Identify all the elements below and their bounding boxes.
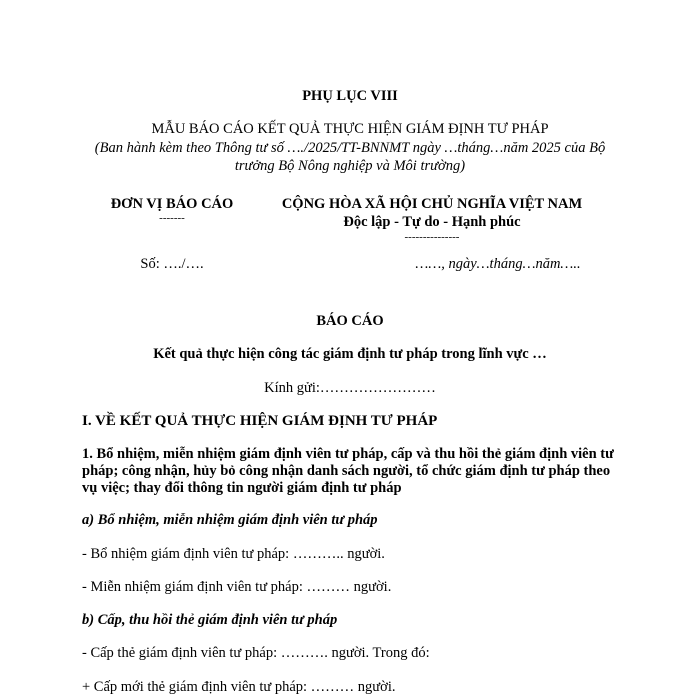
report-title: BÁO CÁO <box>316 313 384 329</box>
section1-heading: I. VỀ KẾT QUẢ THỰC HIỆN GIÁM ĐỊNH TƯ PHÁP <box>82 413 438 429</box>
document-number: Số: …./…. <box>140 256 204 272</box>
report-subtitle: Kết quả thực hiện công tác giám định tư pháp trong lĩnh vực … <box>153 346 547 362</box>
appendix-title: PHỤ LỤC VIII <box>302 88 398 104</box>
dismiss-count-line: - Miễn nhiệm giám định viên tư pháp: ……… người. <box>82 579 392 595</box>
issue-card-line: - Cấp thẻ giám định viên tư pháp: ………. người. Trong đó: <box>82 645 430 661</box>
document-date: ……, ngày…tháng…năm….. <box>415 256 581 272</box>
issued-note-line1: (Ban hành kèm theo Thông tư số …./2025/TT-BNNMT ngày …tháng…năm 2025 của Bộ <box>94 140 606 156</box>
form-title: MẪU BÁO CÁO KẾT QUẢ THỰC HIỆN GIÁM ĐỊNH TƯ PHÁP <box>151 121 549 137</box>
new-card-line: + Cấp mới thẻ giám định viên tư pháp: ……… người. <box>82 679 396 695</box>
item1-heading: 1. Bổ nhiệm, miễn nhiệm giám định viên tư pháp, cấp và thu hồi thẻ giám định viên tư pháp; công nhận, hủy bỏ công nhận danh sách người, tổ chức giám định tư pháp theo vụ việc; thay đổi thông tin người giám định tư pháp <box>82 446 614 496</box>
issued-note-line2: trưởng Bộ Nông nghiệp và Môi trường) <box>234 158 466 174</box>
unit-separator: ------- <box>159 212 185 224</box>
nation-title: CỘNG HÒA XÃ HỘI CHỦ NGHĨA VIỆT NAM <box>281 196 583 212</box>
subsection-b-heading: b) Cấp, thu hồi thẻ giám định viên tư pháp <box>82 612 338 628</box>
appoint-count-line: - Bổ nhiệm giám định viên tư pháp: ……….. người. <box>82 546 385 562</box>
subsection-a-heading: a) Bổ nhiệm, miễn nhiệm giám định viên tư pháp <box>82 512 378 528</box>
motto-separator: --------------- <box>404 231 460 243</box>
recipient-line: Kính gửi:…………………… <box>264 380 436 396</box>
national-motto: Độc lập - Tự do - Hạnh phúc <box>343 214 521 230</box>
reporting-unit: ĐƠN VỊ BÁO CÁO <box>110 196 234 212</box>
